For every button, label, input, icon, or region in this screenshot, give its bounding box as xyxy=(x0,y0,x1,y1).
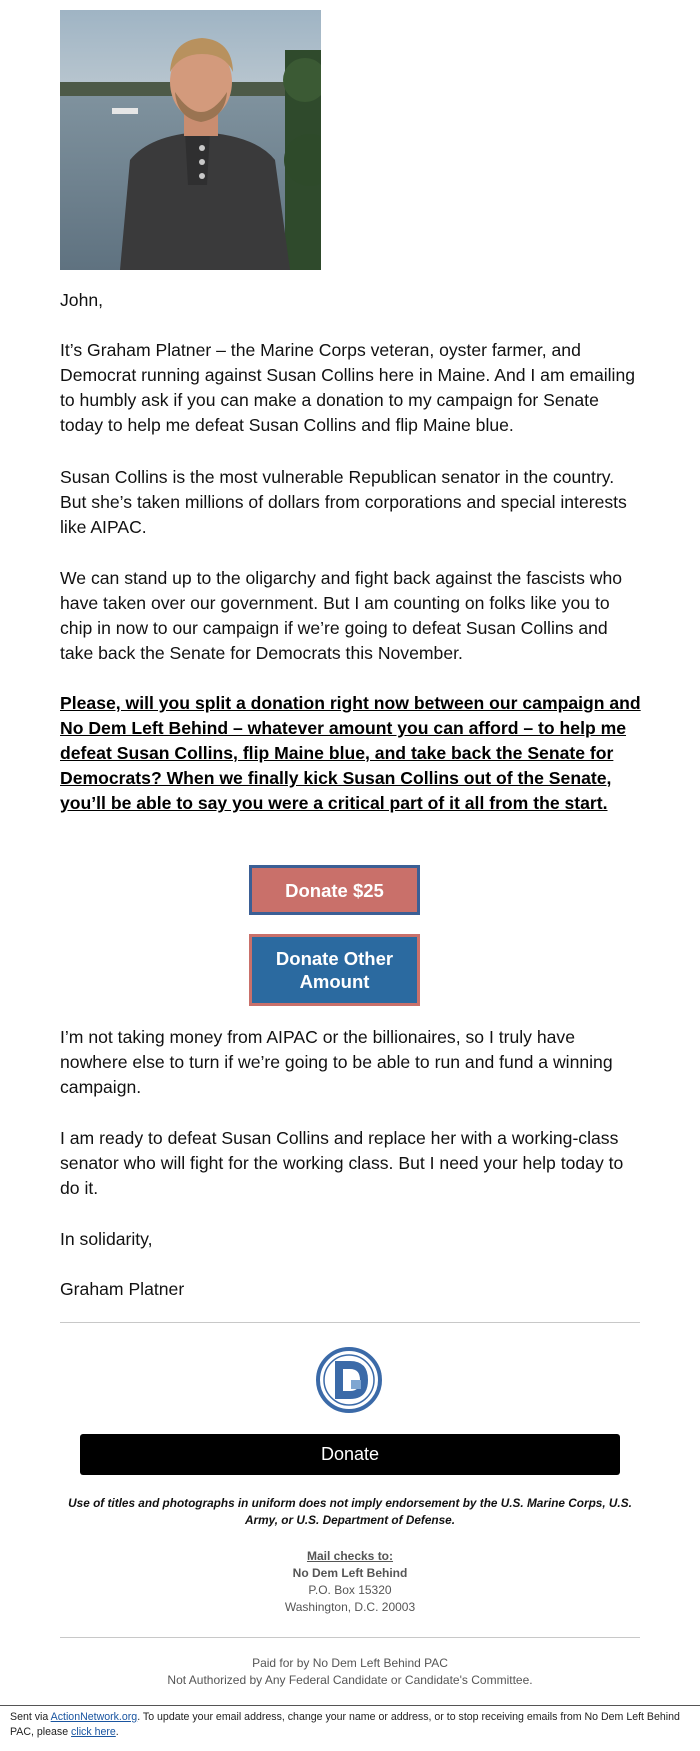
mail-checks-org: No Dem Left Behind xyxy=(292,1566,408,1580)
not-authorized-text: Not Authorized by Any Federal Candidate or Candidate's Committee. xyxy=(167,1673,533,1687)
donate-button[interactable]: Donate xyxy=(80,1434,620,1475)
candidate-photo xyxy=(60,10,321,270)
mail-checks-label: Mail checks to: xyxy=(306,1549,394,1563)
footer-text: . To update your email address, change your name or address, or to stop receiving emails from No Dem Left Behind PAC, please xyxy=(10,1711,680,1738)
donate-25-button[interactable]: Donate $25 xyxy=(249,865,420,915)
paragraph-ready: I am ready to defeat Susan Collins and replace her with a working-class senator who will fight for the working class. But I need your help today to do it. xyxy=(60,1128,624,1198)
candidate-photo-image xyxy=(60,10,321,270)
signature: Graham Platner xyxy=(60,1279,185,1299)
signoff: In solidarity, xyxy=(60,1229,153,1249)
actionnetwork-link[interactable]: ActionNetwork.org xyxy=(50,1711,138,1723)
donation-ask[interactable]: Please, will you split a donation right now between our campaign and No Dem Left Behind – whatever amount you can afford – to help me defeat Susan Collins, flip Maine blue, and take back the Senate for Democrats? When we finally kick Susan Collins out of the Senate, you’ll be able to say you were a critical part of it all from the start. xyxy=(60,693,641,813)
paragraph-oligarchy: We can stand up to the oligarchy and fight back against the fascists who have taken over our government. But I am counting on folks like you to chip in now to our campaign if we’re going to defeat Susan Collins and take back the Senate for Democrats this November. xyxy=(60,568,623,663)
donate-other-amount-button[interactable]: Donate Other Amount xyxy=(249,934,420,1006)
paragraph-intro: It’s Graham Platner – the Marine Corps veteran, oyster farmer, and Democrat running against Susan Collins here in Maine. And I am emailing to humbly ask if you can make a donation to my campaign for Senate today to help me defeat Susan Collins and flip Maine blue. xyxy=(60,340,636,435)
paragraph-no-aipac: I’m not taking money from AIPAC or the billionaires, so I truly have nowhere else to turn if we’re going to be able to run and fund a winning campaign. xyxy=(60,1027,613,1097)
paid-for-text: Paid for by No Dem Left Behind PAC xyxy=(252,1656,448,1670)
mail-checks-box: P.O. Box 15320 xyxy=(308,1583,392,1597)
email-footer xyxy=(10,1710,690,1740)
divider xyxy=(60,1322,640,1323)
footer-divider xyxy=(0,1705,700,1706)
footer-sent-via: Sent via xyxy=(10,1711,51,1723)
footer-end: . xyxy=(115,1726,119,1738)
uniform-disclaimer: Use of titles and photographs in uniform does not imply endorsement by the U.S. Marine Corps, U.S. Army, or U.S. Department of Defense. xyxy=(68,1496,632,1527)
no-dem-left-behind-logo-icon xyxy=(316,1347,382,1413)
paid-for-block xyxy=(60,1655,640,1689)
paragraph-collins: Susan Collins is the most vulnerable Republican senator in the country. But she’s taken millions of dollars from corporations and special interests like AIPAC. xyxy=(60,467,627,537)
unsubscribe-link[interactable]: click here xyxy=(71,1726,116,1738)
divider-bottom xyxy=(60,1637,640,1638)
greeting: John, xyxy=(60,290,104,310)
mail-checks-city: Washington, D.C. 20003 xyxy=(284,1600,416,1614)
mail-checks-block xyxy=(60,1548,640,1616)
